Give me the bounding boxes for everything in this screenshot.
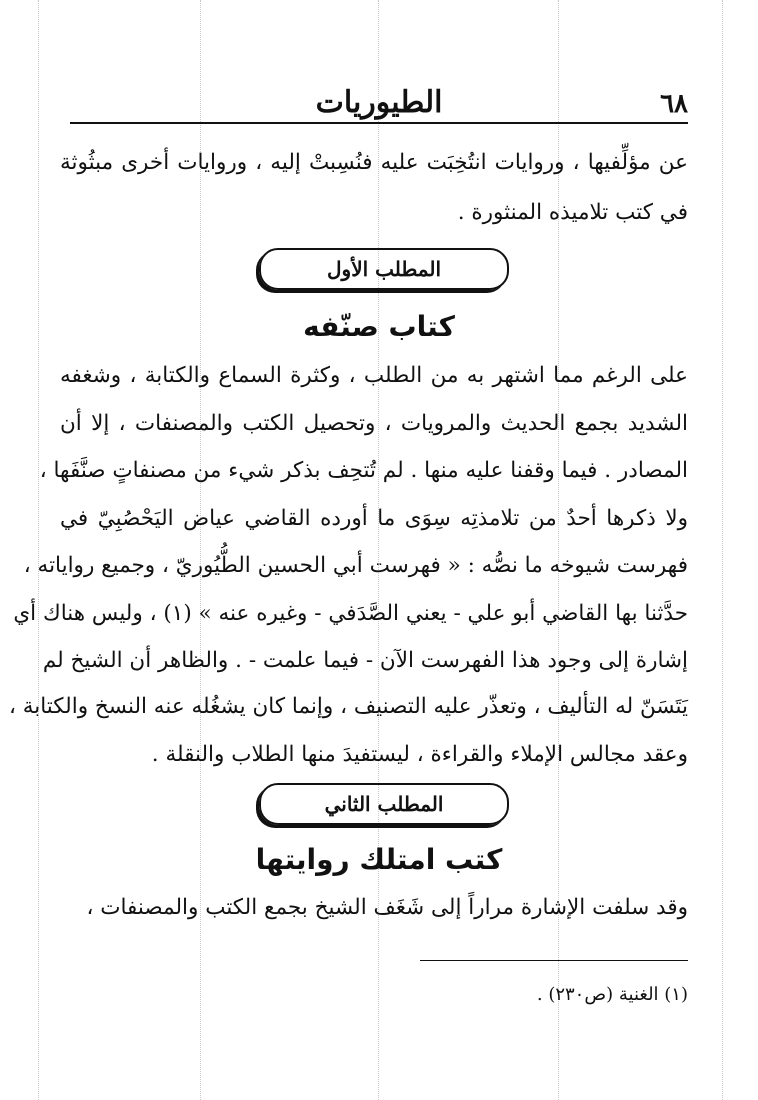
footnote-separator bbox=[420, 960, 688, 961]
section-box-2: المطلب الثاني bbox=[259, 783, 509, 825]
footnote: (١) الغنية (ص٢٣٠) . bbox=[536, 984, 688, 1005]
body-line: فهرست شيوخه ما نصُّه : « فهرست أبي الحسين الطُّيُوريّ ، وجميع رواياته ، bbox=[23, 553, 688, 578]
section-title-2: كتب امتلك روايتها bbox=[255, 843, 503, 876]
body-line: في كتب تلاميذه المنثورة . bbox=[457, 200, 688, 225]
page-header bbox=[70, 72, 688, 124]
scan-guide-line bbox=[38, 0, 39, 1100]
scan-guide-line bbox=[722, 0, 723, 1100]
body-line: الشديد بجمع الحديث والمرويات ، وتحصيل الكتب والمصنفات ، إلا أن bbox=[60, 411, 688, 436]
section-box-1: المطلب الأول bbox=[259, 248, 509, 290]
body-line: وقد سلفت الإشارة مراراً إلى شَغَف الشيخ بجمع الكتب والمصنفات ، bbox=[86, 895, 688, 920]
body-line: إشارة إلى وجود هذا الفهرست الآن - فيما علمت - . والظاهر أن الشيخ لم bbox=[42, 648, 688, 673]
body-line: وعقد مجالس الإملاء والقراءة ، ليستفيدَ منها الطلاب والنقلة . bbox=[151, 742, 688, 767]
body-line: على الرغم مما اشتهر به من الطلب ، وكثرة السماع والكتابة ، وشغفه bbox=[60, 363, 688, 388]
section-title-1: كتاب صنّفه bbox=[303, 310, 455, 343]
body-line: المصادر . فيما وقفنا عليه منها . لم تُتحِف بذكر شيء من مصنفاتٍ صنَّفَها ، bbox=[39, 458, 688, 483]
body-line: عن مؤلِّفيها ، وروايات انتُخِبَت عليه فنُسِبتْ إليه ، وروايات أخرى مبثُوثة bbox=[60, 150, 688, 175]
body-line: حدَّثنا بها القاضي أبو علي - يعني الصَّدَفي - وغيره عنه » (١) ، وليس هناك أي bbox=[13, 601, 688, 626]
running-title: الطيوريات bbox=[315, 85, 443, 120]
body-line: ولا ذكرها أحدٌ من تلامذتِه سِوَى ما أورده القاضي عياض اليَحْصُبِيّ في bbox=[60, 506, 688, 531]
page-number: ٦٨ bbox=[660, 89, 688, 119]
body-line: يَتَسَنّ له التأليف ، وتعذّر عليه التصنيف ، وإنما كان يشغُله عنه النسخ والكتابة ، bbox=[8, 694, 688, 719]
